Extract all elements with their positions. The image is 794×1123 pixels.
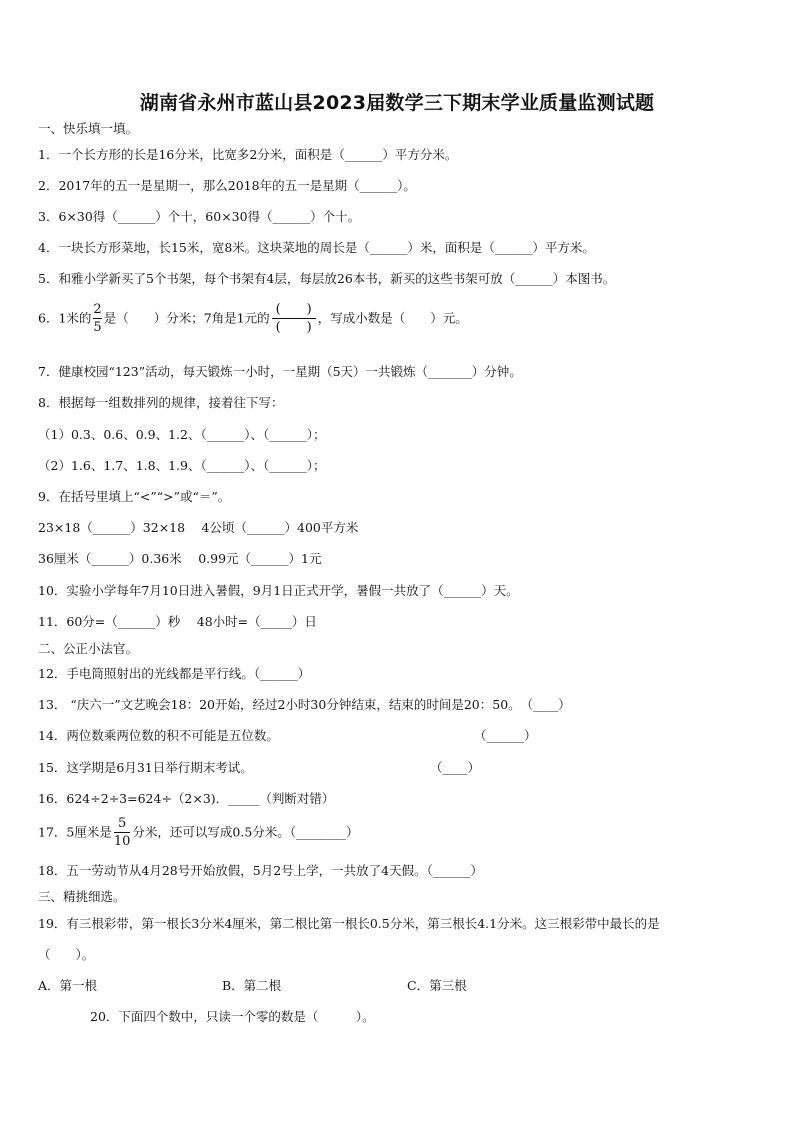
question-11: 11．60分=（______）秒 48小时=（_____）日 [38,614,317,629]
fraction-numerator: 2 [93,302,102,317]
question-17-part-b: 分米，还可以写成0.5分米。（________） [132,824,359,840]
fraction-two-fifths [93,302,101,335]
fraction-blank [272,302,316,335]
question-7: 7．健康校园“123”活动，每天锻炼一小时，一星期（5天）一共锻炼（_______）分钟。 [38,364,522,379]
question-19-continued: （ ）。 [38,947,95,962]
question-19-option-a: A．第一根 [38,978,98,993]
section-heading-3: 三、精挑细选。 [38,889,126,904]
fraction-denominator-blank: ( ) [275,320,312,335]
question-14-blank: （______） [474,728,537,743]
fraction-bar [114,832,131,833]
fraction-bar [272,318,316,319]
fraction-denominator: 10 [113,834,131,849]
question-14: 14．两位数乘两位数的积不可能是五位数。 [38,728,279,743]
question-10: 10．实验小学每年7月10日进入暑假，9月1日正式开学，暑假一共放了（______）天。 [38,583,519,598]
question-5: 5．和雅小学新买了5个书架，每个书架有4层，每层放26本书，新买的这些书架可放（______）本图书。 [38,271,616,286]
question-9-row-1: 23×18（______）32×18 4公顷（______）400平方米 [38,520,359,535]
question-3: 3．6×30得（______）个十，60×30得（______）个十。 [38,209,361,224]
section-heading-2: 二、公正小法官。 [38,641,139,656]
section-heading-1: 一、快乐填一填。 [38,121,139,136]
fraction-denominator: 5 [93,320,102,335]
question-12: 12．手电筒照射出的光线都是平行线。（______） [38,666,311,681]
question-19-option-b: B．第二根 [222,978,282,993]
question-2: 2．2017年的五一是星期一，那么2018年的五一是星期（______）。 [38,178,416,193]
question-15-blank: （____） [430,760,481,775]
question-18: 18．五一劳动节从4月28号开始放假，5月2号上学，一共放了4天假。（______） [38,863,483,878]
fraction-numerator-blank: ( ) [275,302,312,317]
question-9: 9．在括号里填上“<”“>”或“＝”。 [38,489,231,504]
question-16: 16．624÷2÷3=624÷（2×3)．_____（判断对错） [38,791,335,806]
question-6-part-c: ，写成小数是（ ）元。 [317,310,468,326]
question-6-part-a: 6．1米的 [38,310,92,326]
question-6 [38,302,468,335]
page-title: 湖南省永州市蓝山县2023届数学三下期末学业质量监测试题 [139,92,655,114]
fraction-numerator: 5 [117,816,127,831]
question-19: 19．有三根彩带，第一根长3分米4厘米，第二根比第一根长0.5分米，第三根长4.1分米。这三根彩带中最长的是 [38,916,660,931]
question-8-2: （2）1.6、1.7、1.8、1.9、（______）、（______）； [38,458,326,473]
question-8-1: （1）0.3、0.6、0.9、1.2、（______）、（______）； [38,427,326,442]
question-15: 15．这学期是6月31日举行期末考试。 [38,760,253,775]
question-8: 8．根据每一组数排列的规律，接着往下写： [38,395,284,410]
question-13: 13． “庆六一”文艺晚会18：20开始，经过2小时30分钟结束，结束的时间是20：50。 （____） [38,697,571,712]
question-17 [38,816,359,849]
question-17-part-a: 17．5厘米是 [38,824,112,840]
question-20: 20．下面四个数中，只读一个零的数是（ ）。 [90,1009,375,1024]
question-1: 1．一个长方形的长是16分米，比宽多2分米，面积是（______）平方分米。 [38,147,458,162]
fraction-five-tenths [114,816,131,849]
question-6-part-b: 是（ ）分米；7角是1元的 [103,310,270,326]
question-9-row-2: 36厘米（______）0.36米 0.99元（______）1元 [38,551,322,566]
fraction-bar [93,318,101,319]
question-4: 4．一块长方形菜地，长15米，宽8米。这块菜地的周长是（______）米，面积是（______）平方米。 [38,240,595,255]
question-19-option-c: C．第三根 [407,978,467,993]
